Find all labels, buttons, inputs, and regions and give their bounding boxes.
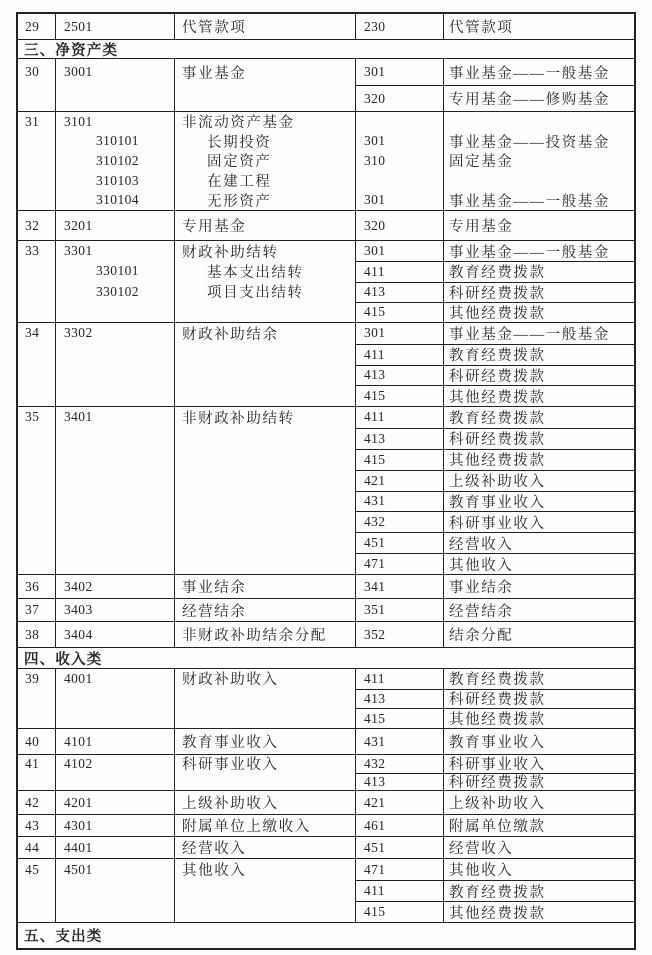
new-code-cell bbox=[356, 241, 444, 322]
new-name: 事业基金——一般基金 bbox=[449, 193, 610, 210]
row-number-cell bbox=[18, 815, 56, 836]
old-name-cell bbox=[175, 241, 356, 322]
old-code: 310104 bbox=[96, 192, 139, 208]
row-number-cell bbox=[18, 669, 56, 728]
new-name: 其他经费拨款 bbox=[444, 901, 634, 922]
new-code: 411 bbox=[356, 261, 443, 281]
row-number-cell bbox=[18, 323, 56, 406]
new-name: 科研经费拨款 bbox=[444, 773, 634, 791]
old-code: 3401 bbox=[64, 409, 93, 425]
new-name: 教育经费拨款 bbox=[449, 672, 546, 689]
row-number-cell bbox=[18, 859, 56, 922]
new-code: 471 bbox=[364, 861, 386, 877]
new-name-cell bbox=[444, 575, 634, 598]
new-name: 事业基金——一般基金 bbox=[449, 326, 610, 343]
row-number: 30 bbox=[25, 64, 40, 79]
table-row bbox=[18, 815, 634, 837]
new-name: 其他收入 bbox=[444, 553, 634, 574]
new-name: 科研事业收入 bbox=[449, 757, 546, 773]
section-row bbox=[18, 40, 634, 59]
new-code: 310 bbox=[364, 152, 386, 168]
new-name-cell bbox=[444, 59, 634, 111]
table-row bbox=[18, 755, 634, 791]
new-code: 415 bbox=[356, 901, 443, 922]
row-number-cell bbox=[18, 837, 56, 858]
new-name: 上级补助收入 bbox=[449, 796, 546, 812]
old-name: 长期投资 bbox=[207, 134, 272, 151]
new-name: 科研事业收入 bbox=[444, 511, 634, 532]
new-code-cell bbox=[356, 211, 444, 240]
new-code: 301 bbox=[364, 64, 386, 79]
new-name: 其他经费拨款 bbox=[444, 385, 634, 406]
section-label: 五、支出类 bbox=[24, 929, 103, 945]
new-code: 432 bbox=[364, 755, 386, 771]
old-code: 4501 bbox=[64, 861, 93, 877]
row-number: 32 bbox=[25, 217, 40, 233]
table-row bbox=[18, 575, 634, 599]
table-row bbox=[18, 407, 634, 575]
old-name-cell bbox=[175, 575, 356, 598]
old-name-cell bbox=[175, 407, 356, 574]
old-name: 无形资产 bbox=[207, 193, 272, 210]
new-name: 经营收入 bbox=[449, 841, 514, 857]
new-code: 431 bbox=[364, 733, 386, 749]
row-number: 33 bbox=[25, 243, 40, 259]
new-code: 411 bbox=[356, 344, 443, 365]
new-code bbox=[356, 171, 443, 191]
new-code: 413 bbox=[356, 282, 443, 302]
new-code: 411 bbox=[356, 880, 443, 901]
old-name: 项目支出结转 bbox=[207, 285, 304, 302]
section-label: 三、净资产类 bbox=[24, 42, 119, 59]
old-name-cell bbox=[175, 323, 356, 406]
row-number-cell bbox=[18, 599, 56, 621]
old-code-cell bbox=[56, 859, 175, 922]
old-name-cell bbox=[175, 755, 356, 790]
table-row bbox=[18, 323, 634, 407]
old-code-cell bbox=[56, 599, 175, 621]
new-name-cell bbox=[444, 407, 634, 574]
old-code: 4001 bbox=[64, 670, 93, 686]
old-name: 教育事业收入 bbox=[182, 735, 279, 751]
old-code: 4301 bbox=[64, 817, 93, 833]
new-code: 413 bbox=[356, 773, 443, 791]
old-name-cell bbox=[175, 859, 356, 922]
row-number-cell bbox=[18, 59, 56, 111]
new-code-cell bbox=[356, 407, 444, 574]
old-name: 非流动资产基金 bbox=[182, 115, 295, 132]
new-name: 事业基金——一般基金 bbox=[449, 65, 610, 82]
old-name: 财政补助收入 bbox=[182, 672, 279, 689]
new-name: 科研经费拨款 bbox=[444, 282, 634, 302]
new-name: 事业基金——投资基金 bbox=[449, 134, 610, 151]
new-name: 代管款项 bbox=[449, 20, 514, 36]
old-code: 3101 bbox=[64, 113, 93, 129]
old-code-cell bbox=[56, 112, 175, 210]
row-number: 29 bbox=[25, 18, 40, 34]
new-code: 421 bbox=[356, 470, 443, 491]
new-code-cell bbox=[356, 323, 444, 406]
new-name-cell bbox=[444, 14, 634, 39]
old-name-cell bbox=[175, 669, 356, 728]
old-code-cell bbox=[56, 669, 175, 728]
old-name: 经营收入 bbox=[182, 841, 247, 857]
old-name: 上级补助收入 bbox=[182, 796, 279, 812]
old-name: 非财政补助结转 bbox=[182, 410, 295, 427]
new-name: 其他收入 bbox=[449, 863, 514, 879]
old-name-cell bbox=[175, 59, 356, 111]
old-code-cell bbox=[56, 407, 175, 574]
old-name: 非财政补助结余分配 bbox=[182, 628, 327, 644]
old-code: 2501 bbox=[64, 18, 93, 34]
new-code-cell bbox=[356, 837, 444, 858]
old-code: 3402 bbox=[64, 578, 93, 594]
new-name: 固定基金 bbox=[449, 154, 514, 171]
old-name: 在建工程 bbox=[207, 174, 272, 191]
new-name: 科研经费拨款 bbox=[444, 365, 634, 386]
old-code: 310102 bbox=[96, 152, 139, 168]
new-code: 451 bbox=[364, 839, 386, 855]
old-name-cell bbox=[175, 622, 356, 647]
new-code: 461 bbox=[364, 817, 386, 833]
new-code: 352 bbox=[364, 626, 386, 642]
section-row bbox=[18, 923, 634, 948]
new-code: 451 bbox=[356, 532, 443, 553]
new-code-cell bbox=[356, 59, 444, 111]
old-code-cell bbox=[56, 815, 175, 836]
new-name: 教育经费拨款 bbox=[444, 261, 634, 281]
row-number-cell bbox=[18, 407, 56, 574]
row-number-cell bbox=[18, 241, 56, 322]
old-name: 专用基金 bbox=[182, 219, 247, 235]
old-name-cell bbox=[175, 599, 356, 621]
old-code: 330102 bbox=[96, 283, 139, 299]
old-name: 财政补助结余 bbox=[182, 326, 279, 343]
new-code-cell bbox=[356, 622, 444, 647]
table-row bbox=[18, 859, 634, 923]
table-row bbox=[18, 14, 634, 40]
new-code-cell bbox=[356, 755, 444, 790]
new-name: 教育经费拨款 bbox=[444, 880, 634, 901]
new-code-cell bbox=[356, 575, 444, 598]
old-name-cell bbox=[175, 729, 356, 754]
old-code: 310103 bbox=[96, 172, 139, 188]
old-name: 经营结余 bbox=[182, 603, 247, 620]
new-name-cell bbox=[444, 729, 634, 754]
new-name-cell bbox=[444, 791, 634, 814]
old-name: 附属单位上缴收入 bbox=[182, 819, 311, 835]
new-name-cell bbox=[444, 241, 634, 322]
old-code-cell bbox=[56, 622, 175, 647]
old-code: 3201 bbox=[64, 217, 93, 233]
row-number: 37 bbox=[25, 602, 40, 617]
row-number: 35 bbox=[25, 409, 40, 425]
new-name: 科研经费拨款 bbox=[444, 428, 634, 449]
old-code-cell bbox=[56, 755, 175, 790]
old-code-cell bbox=[56, 791, 175, 814]
new-code: 411 bbox=[364, 409, 385, 425]
new-code: 413 bbox=[356, 365, 443, 386]
new-code: 230 bbox=[364, 18, 386, 34]
row-number-cell bbox=[18, 622, 56, 647]
old-code-cell bbox=[56, 211, 175, 240]
old-name-cell bbox=[175, 815, 356, 836]
old-name: 固定资产 bbox=[207, 154, 272, 171]
new-name: 科研经费拨款 bbox=[444, 689, 634, 709]
section-row bbox=[18, 648, 634, 669]
old-code-cell bbox=[56, 323, 175, 406]
new-name-cell bbox=[444, 112, 634, 210]
new-name bbox=[444, 171, 634, 191]
new-name-cell bbox=[444, 323, 634, 406]
new-code: 411 bbox=[364, 670, 385, 686]
new-code: 415 bbox=[356, 302, 443, 322]
old-code: 3301 bbox=[64, 243, 93, 259]
old-code: 4201 bbox=[64, 794, 93, 810]
new-code: 341 bbox=[364, 578, 386, 594]
new-code-cell bbox=[356, 14, 444, 39]
new-code-cell bbox=[356, 859, 444, 922]
old-code: 4101 bbox=[64, 733, 93, 749]
new-name: 其他经费拨款 bbox=[444, 708, 634, 728]
new-name-cell bbox=[444, 755, 634, 790]
old-name-cell bbox=[175, 14, 356, 39]
new-name: 专用基金 bbox=[449, 219, 514, 235]
row-number: 45 bbox=[25, 861, 40, 877]
new-code-cell bbox=[356, 669, 444, 728]
new-name-cell bbox=[444, 837, 634, 858]
table-row bbox=[18, 211, 634, 241]
subject-mapping-table bbox=[16, 12, 636, 950]
new-name-cell bbox=[444, 815, 634, 836]
old-code-cell bbox=[56, 241, 175, 322]
new-code: 413 bbox=[356, 428, 443, 449]
table-row bbox=[18, 837, 634, 859]
row-number: 36 bbox=[25, 578, 40, 594]
new-code-cell bbox=[356, 729, 444, 754]
new-code: 415 bbox=[356, 708, 443, 728]
old-code: 3404 bbox=[64, 626, 93, 642]
old-code: 3302 bbox=[64, 325, 93, 341]
table-row bbox=[18, 59, 634, 112]
new-name: 专用基金——修购基金 bbox=[444, 85, 634, 111]
row-number: 41 bbox=[25, 755, 40, 771]
table-row bbox=[18, 599, 634, 622]
old-code-cell bbox=[56, 575, 175, 598]
new-code-cell bbox=[356, 599, 444, 621]
new-name bbox=[444, 112, 634, 132]
new-name: 事业基金——一般基金 bbox=[449, 244, 610, 261]
table-row bbox=[18, 669, 634, 729]
new-name: 教育经费拨款 bbox=[449, 410, 546, 427]
old-code: 310101 bbox=[96, 133, 139, 149]
table-row bbox=[18, 241, 634, 323]
new-code: 301 bbox=[364, 133, 386, 149]
old-name-cell bbox=[175, 211, 356, 240]
new-name-cell bbox=[444, 859, 634, 922]
new-code: 421 bbox=[364, 794, 386, 810]
new-name-cell bbox=[444, 669, 634, 728]
new-code: 301 bbox=[364, 243, 386, 259]
new-code: 471 bbox=[356, 553, 443, 574]
row-number-cell bbox=[18, 791, 56, 814]
new-code: 320 bbox=[364, 217, 386, 233]
old-name: 科研事业收入 bbox=[182, 757, 279, 773]
new-name: 事业结余 bbox=[449, 580, 514, 596]
old-code-cell bbox=[56, 729, 175, 754]
new-code: 351 bbox=[364, 602, 386, 617]
new-code-cell bbox=[356, 791, 444, 814]
row-number: 42 bbox=[25, 794, 40, 810]
row-number-cell bbox=[18, 211, 56, 240]
new-code: 415 bbox=[356, 385, 443, 406]
table-row bbox=[18, 791, 634, 815]
new-name: 其他经费拨款 bbox=[444, 449, 634, 470]
old-name: 事业结余 bbox=[182, 580, 247, 596]
new-name: 教育经费拨款 bbox=[444, 344, 634, 365]
old-name: 代管款项 bbox=[182, 20, 247, 36]
new-name-cell bbox=[444, 622, 634, 647]
table-row bbox=[18, 112, 634, 211]
row-number: 34 bbox=[25, 325, 40, 341]
table-row bbox=[18, 622, 634, 648]
row-number-cell bbox=[18, 14, 56, 39]
row-number: 39 bbox=[25, 670, 40, 686]
row-number: 31 bbox=[25, 113, 40, 129]
section-label: 四、收入类 bbox=[24, 651, 103, 668]
row-number-cell bbox=[18, 575, 56, 598]
old-code-cell bbox=[56, 837, 175, 858]
row-number: 40 bbox=[25, 733, 40, 749]
new-code: 415 bbox=[356, 449, 443, 470]
old-name: 基本支出结转 bbox=[207, 264, 304, 281]
old-name-cell bbox=[175, 837, 356, 858]
old-code-cell bbox=[56, 14, 175, 39]
old-code-cell bbox=[56, 59, 175, 111]
new-name: 经营收入 bbox=[444, 532, 634, 553]
old-name: 财政补助结转 bbox=[182, 244, 279, 261]
new-name: 教育事业收入 bbox=[449, 735, 546, 751]
table-row bbox=[18, 729, 634, 755]
new-code: 301 bbox=[364, 192, 386, 208]
new-name-cell bbox=[444, 211, 634, 240]
new-code bbox=[356, 112, 443, 132]
new-name: 结余分配 bbox=[449, 628, 514, 644]
row-number-cell bbox=[18, 729, 56, 754]
old-code: 4102 bbox=[64, 755, 93, 771]
row-number-cell bbox=[18, 755, 56, 790]
row-number: 43 bbox=[25, 817, 40, 833]
old-code: 4401 bbox=[64, 839, 93, 855]
new-code: 432 bbox=[356, 511, 443, 532]
new-code: 301 bbox=[364, 325, 386, 341]
old-name: 其他收入 bbox=[182, 863, 247, 879]
new-code-cell bbox=[356, 815, 444, 836]
row-number-cell bbox=[18, 112, 56, 210]
old-code: 3001 bbox=[64, 64, 93, 79]
new-code-cell bbox=[356, 112, 444, 210]
row-number: 44 bbox=[25, 839, 40, 855]
new-name: 附属单位缴款 bbox=[449, 819, 546, 835]
old-code: 330101 bbox=[96, 263, 139, 279]
new-name: 经营结余 bbox=[449, 603, 514, 620]
new-name: 其他经费拨款 bbox=[444, 302, 634, 322]
old-name-cell bbox=[175, 112, 356, 210]
new-name: 教育事业收入 bbox=[444, 491, 634, 512]
new-code: 320 bbox=[356, 85, 443, 111]
new-name: 上级补助收入 bbox=[444, 470, 634, 491]
new-code: 413 bbox=[356, 689, 443, 709]
new-code: 431 bbox=[356, 491, 443, 512]
old-code: 3403 bbox=[64, 602, 93, 617]
row-number: 38 bbox=[25, 626, 40, 642]
old-name-cell bbox=[175, 791, 356, 814]
old-name: 事业基金 bbox=[182, 65, 247, 82]
new-name-cell bbox=[444, 599, 634, 621]
